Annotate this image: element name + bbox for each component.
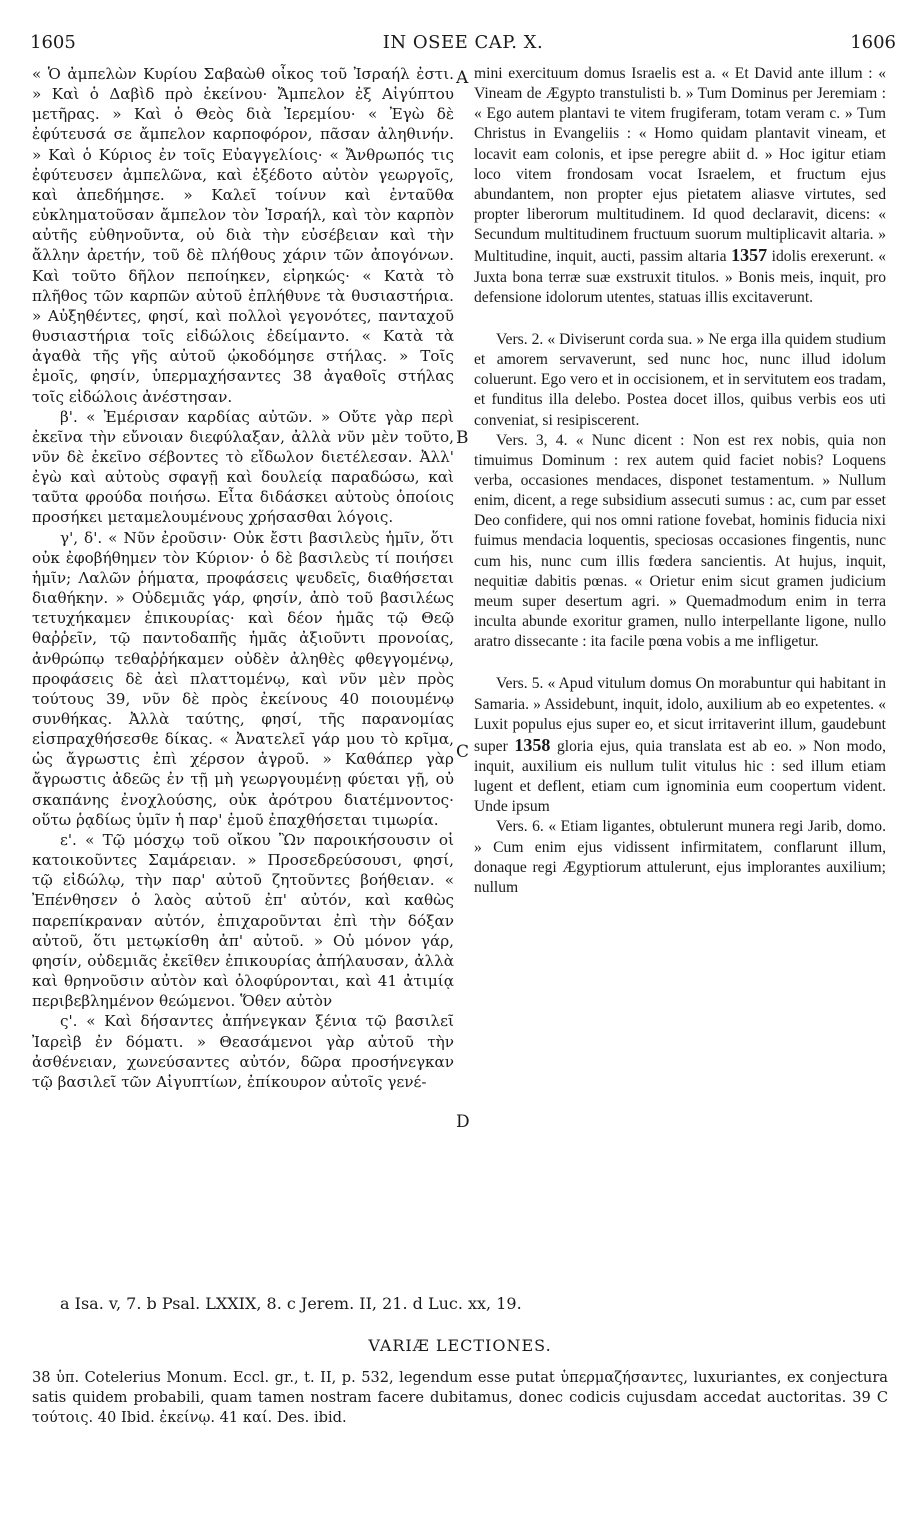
margin-letter-a: A <box>456 68 469 88</box>
variae-lectiones-text: 38 ὑπ. Cotelerius Monum. Eccl. gr., t. II, p. 532, legendum esse putat ὑπερμαζήσαντες, luxuriantes, ex conjectura satis quidem probabili, quam tamen nostram facere dubitamus, donec codicis cujusdam accedat auctoritas. 39 C τούτοις. 40 Ibid. ἐκείνῳ. 41 καί. Des. ibid. <box>32 1369 888 1426</box>
latin-column <box>474 64 886 898</box>
latin-text-4b: gloria ejus, quia translata est ab eo. » Non modo, inquit, auxilium eis nullum tulit vitulus hic : sed illum etiam lugent et deflent, etiam cum ignominia eum coopertum vident. Unde ipsum <box>474 737 887 816</box>
greek-paragraph-1: « Ὁ ἀμπελὼν Κυρίου Σαβαὼθ οἶκος τοῦ Ἰσραήλ ἐστι. » Καὶ ὁ Δαβὶδ πρὸ ἐκείνου· Ἄμπελον ἐξ Αἰγύπτου μετῆρας. » Καὶ ὁ Θεὸς διὰ Ἰερεμίου· « Ἐγὼ δὲ ἐφύτευσά σε ἄμπελον καρποφόρον, πᾶσαν ἀληθινήν. » Καὶ ὁ Κύριος ἐν τοῖς Εὐαγγελίοις· « Ἄνθρωπός τις ἐφύτευσεν ἀμπελῶνα, καὶ ἐξέδοτο αὐτὸν γεωργοῖς, καὶ ἀπεδήμησε. » Καλεῖ τοίνυν καὶ ἐνταῦθα εὐκληματοῦσαν ἄμπελον τὸν Ἰσραήλ, καὶ τὸν καρπὸν αὐτῆς εὐθηνοῦντα, οὐ διὰ τὴν εὐσέβειαν καὶ τὴν ἄλλην ἀρετήν, τοῦ δὲ πλήθους χάριν τῶν ἀπογόνων. Καὶ τοῦτο δῆλον πεποίηκεν, εἰρηκώς· « Κατὰ τὸ πλῆθος τῶν καρπῶν αὐτοῦ ἐπλήθυνε τὰ θυσιαστήρια. » Αὐξηθέντες, φησί, καὶ πολλοὶ γεγονότες, πανταχοῦ θυσιαστήρια τοῖς εἰδώλοις ἐδείμαντο. « Κατὰ τὰ ἀγαθὰ τῆς γῆς αὐτοῦ ᾠκοδόμησε στήλας. » Τοῖς ἐμοῖς, φησίν, ὑπερμαχήσαντες 38 ἀγαθοῖς στήλας τοῖς εἰδώλοις ἀνέστησαν. <box>32 65 454 406</box>
margin-letter-d: D <box>456 1112 470 1132</box>
greek-paragraph-2: β'. « Ἐμέρισαν καρδίας αὐτῶν. » Οὔτε γὰρ περὶ ἐκεῖνα τὴν εὔνοιαν διεφύλαξαν, ἀλλὰ νῦν μὲν τοῦτο, νῦν δὲ ἐκεῖνο σέβοντες τὸ εἴδωλον διετέλεσαν. Ἀλλ' ἐγὼ καὶ αὐτοὺς σφαγῇ καὶ δουλείᾳ παραδώσω, καὶ ταῦτα φρούδα ποιήσω. Εἶτα διδάσκει αὐτοὺς ὁποίοις προσήκει μεταμελουμένους χρήσασθαι λόγοις. <box>32 407 454 527</box>
latin-paragraph-5: Vers. 6. « Etiam ligantes, obtulerunt munera regi Jarib, domo. » Cum enim ejus vidissent infirmitatem, conflarunt illum, donaque regi Ægyptiorum attulerunt, ejus implorantes auxilium; nullum <box>474 818 886 896</box>
latin-paragraph-2: Vers. 2. « Diviserunt corda sua. » Ne erga illa quidem studium et amorem servaverunt, sed nunc hoc, nunc illud idolum coluerunt. Ego vero et in occisionem, et in servitutem eos tradam, et funditus illa delebo. Postea docet illos, quibus verbis eos uti conveniat, si resipiscerent. <box>474 330 886 429</box>
running-title: IN OSEE CAP. X. <box>382 32 544 53</box>
greek-column <box>32 64 454 1092</box>
page-header <box>30 32 896 58</box>
margin-letter-b: B <box>456 428 469 448</box>
column-marker-1357: 1357 <box>731 245 768 266</box>
page-number-left: 1605 <box>30 32 76 53</box>
greek-paragraph-3: γ', δ'. « Νῦν ἐροῦσιν· Οὐκ ἔστι βασιλεὺς ἡμῖν, ὅτι οὐκ ἐφοβήθημεν τὸν Κύριον· ὁ δὲ βασιλεὺς τί ποιήσει ἡμῖν; Λαλῶν ῥήματα, προφάσεις ψευδεῖς, διαθήσεται διαθήκην. » Οὐδεμιᾶς γάρ, φησίν, ἀπὸ τοῦ βασιλέως τετυχήκαμεν ἐπικουρίας· καὶ δέον ἡμᾶς τῷ Θεῷ θαῤῥεῖν, τῷ παντοδαπῆς ἡμᾶς ἀξιοῦντι προνοίας, ἀνθρώπῳ τεθαῤῥήκαμεν οὐδὲν ἀληθὲς φθεγγομένῳ, προφάσεις δὲ ἀεὶ πλαττομένῳ, καὶ νῦν μὲν πρὸς τούτους 39, νῦν δὲ πρὸς ἐκείνους 40 ποιουμένῳ συνθήκας. Ἀλλὰ ταύτης, φησί, τῆς παρανομίας εἰσπραχθήσεσθε δίκας. « Ἀνατελεῖ γάρ μου τὸ κρῖμα, ὡς ἄγρωστις ἐπὶ χέρσον ἀγροῦ. » Καθάπερ γὰρ ἄγρωστις ἀδεῶς ἐν τῇ μὴ γεωργουμένῃ φύεται γῇ, οὐ σκαπάνης ἐνοχλούσης, οὐκ ἀρότρου διατέμνοντος· οὕτω ῥᾳδίως ὑμῖν ἡ παρ' ἐμοῦ ἐπαχθήσεται τιμωρία. <box>32 528 454 829</box>
latin-text-1b: idolis erexerunt. « Juxta bona terræ suæ exstruxit titulos. » Bonis meis, inquit, pro defensione idolorum utentes, statuas illis excitaverunt. <box>474 248 886 306</box>
latin-paragraph-4 <box>474 674 886 817</box>
footnotes: a Isa. v, 7. b Psal. LXXIX, 8. c Jerem. II, 21. d Luc. xx, 19. <box>60 1294 522 1313</box>
latin-paragraph-1 <box>474 64 886 308</box>
column-marker-1358: 1358 <box>514 734 551 755</box>
greek-paragraph-5: ς'. « Καὶ δήσαντες ἀπήνεγκαν ξένια τῷ βασιλεῖ Ἰαρεὶβ ἐν δόματι. » Θεασάμενοι γὰρ αὐτοῦ τὴν ἀσθένειαν, χωνεύσαντες αὐτόν, δῶρα προσήνεγκαν τῷ βασιλεῖ τῶν Αἰγυπτίων, ἐπίκουρον αὐτοῖς γενέ- <box>32 1012 454 1091</box>
latin-text-1a: mini exercituum domus Israelis est a. « Et David ante illum : « Vineam de Ægypto transtulisti b. » Tum Dominus per Jeremiam : « Ego autem plantavi te vitem frugiferam, totam veram c. » Tum Christus in Evangeliis : « Homo quidam plantavit vineam, et locavit eam colonis, et ipse peregre abiit d. » Hoc igitur etiam loco vitem frondosam vocat Israelem, et fructum ejus abundantem, non propter ejus pietatem aliasve virtutes, sed propter liberorum multitudinem. Id quod declaravit, dicens: « Secundum multitudinem fructuum suorum multiplicavit altaria. » Multitudine, inquit, aucti, passim altaria <box>474 65 886 266</box>
margin-letter-c: C <box>456 742 470 762</box>
latin-text-4a: Vers. 5. « Apud vitulum domus On morabuntur qui habitant in Samaria. » Assidebunt, inquit, idolo, auxilium ab eo expetentes. « Luxit populus ejus super eo, et sicut irritaverint illum, gaudebunt super <box>474 675 886 755</box>
latin-paragraph-3: Vers. 3, 4. « Nunc dicent : Non est rex nobis, quia non timuimus Dominum : rex autem quid faciet nobis? Loquens verba, occasiones mendaces, disponet testamentum. » Nullum enim, dicent, a rege subsidium assecuti sumus : ac, cum par esset Deo confidere, qui nos omni ratione fovebat, hominis fiducia nixi fuimus mendacia loquentis, speciosas occasiones fingentis, nunc cum his, nunc cum illis fœdera sancientis. At hujus, inquit, nequitiæ dabitis pœnas. « Orietur enim sicut gramen judicium meum super desertum agri. » Quemadmodum enim in terra inculta abunde exoritur gramen, nullo interpellante ligone, nullo aratro dissecante : ita facile pœna vobis a me infligetur. <box>474 431 886 651</box>
greek-paragraph-4: ε'. « Τῷ μόσχῳ τοῦ οἴκου Ὢν παροικήσουσιν οἱ κατοικοῦντες Σαμάρειαν. » Προσεδρεύσουσι, φησί, τῷ εἰδώλῳ, τὴν παρ' αὐτοῦ ζητοῦντες βοήθειαν. « Ἐπένθησεν ὁ λαὸς αὐτοῦ ἐπ' αὐτόν, καὶ καθὼς παρεπίκραναν αὐτόν, ἐπιχαροῦνται ἐπὶ τὴν δόξαν αὐτοῦ, ὅτι μετῳκίσθη ἀπ' αὐτοῦ. » Οὐ μόνον γάρ, φησίν, οὐδεμιᾶς ἐκεῖθεν ἐπικουρίας ἀπήλαυσαν, ἀλλὰ καὶ θρηνοῦσιν αὐτὸν καὶ ὀλοφύρονται, καὶ 41 ἀτιμίᾳ περιβεβλημένον θεώμενοι. Ὅθεν αὐτὸν <box>32 830 454 1011</box>
variae-lectiones-heading: VARIÆ LECTIONES. <box>368 1336 552 1355</box>
page-number-right: 1606 <box>850 32 896 53</box>
